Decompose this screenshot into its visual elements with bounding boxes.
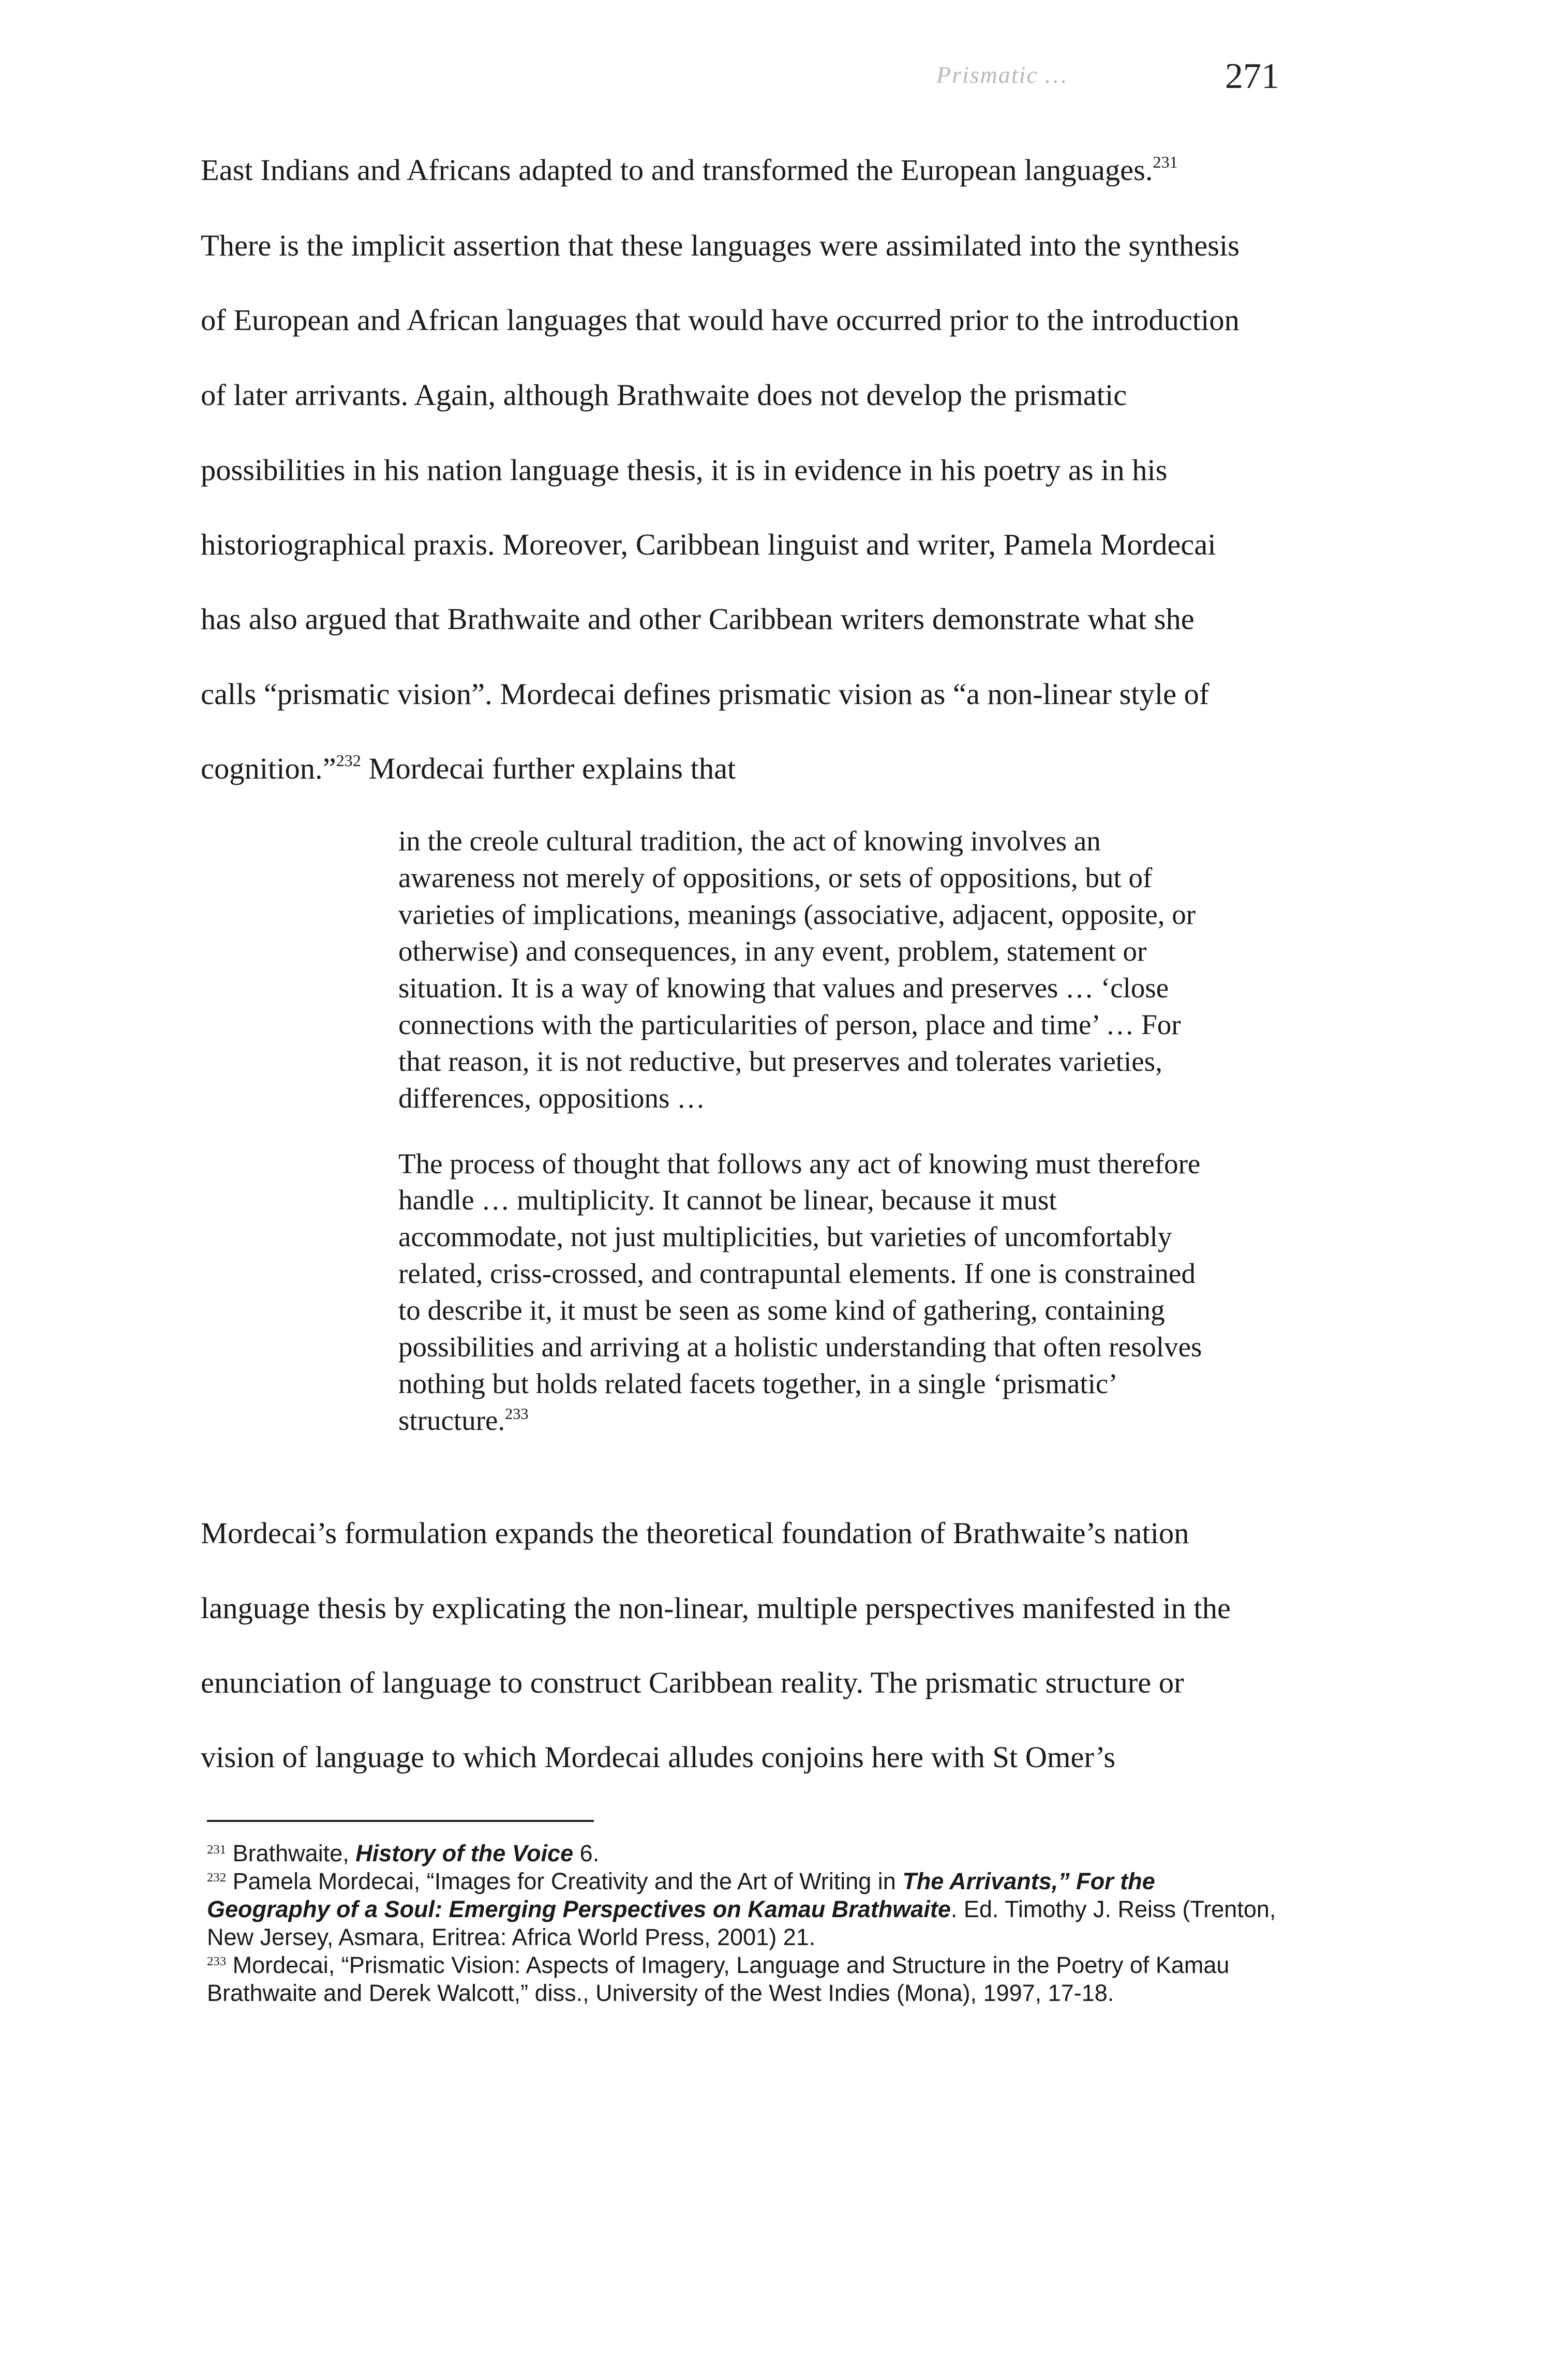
body-line: There is the implicit assertion that these languages were assimilated into the synthesis: [201, 229, 1240, 262]
footnote-ref: 233: [505, 1404, 529, 1423]
footnote-232: $^{232}$ Pamela Mordecai, “Images for Creativity and the Art of Writing in The Arrivants,” For the: [207, 1868, 1155, 1894]
body-line: enunciation of language to construct Caribbean reality. The prismatic structure or: [201, 1666, 1184, 1699]
footnote-ref: 232: [336, 751, 361, 770]
quote-line: The process of thought that follows any act of knowing must therefore: [398, 1148, 1201, 1179]
body-line: vision of language to which Mordecai alludes conjoins here with St Omer’s: [201, 1740, 1116, 1774]
quote-line: in the creole cultural tradition, the act of knowing involves an: [398, 825, 1101, 857]
body-line: language thesis by explicating the non-linear, multiple perspectives manifested in the: [201, 1591, 1231, 1625]
quote-line: situation. It is a way of knowing that values and preserves … ‘close: [398, 972, 1169, 1004]
quote-line: varieties of implications, meanings (associative, adjacent, opposite, or: [398, 899, 1196, 930]
quote-line: to describe it, it must be seen as some kind of gathering, containing: [398, 1294, 1165, 1326]
quote-line: handle … multiplicity. It cannot be linear, because it must: [398, 1184, 1057, 1216]
quote-line: that reason, it is not reductive, but preserves and tolerates varieties,: [398, 1045, 1162, 1077]
footnote-232-cont: Geography of a Soul: Emerging Perspectives on Kamau Brathwaite. Ed. Timothy J. Reiss (Trenton,: [207, 1896, 1276, 1922]
running-header: Prismatic …: [936, 62, 1068, 88]
footnote-separator: [207, 1820, 594, 1822]
footnote-232-cont: New Jersey, Asmara, Eritrea: Africa World Press, 2001) 21.: [207, 1924, 816, 1950]
quote-line: differences, oppositions …: [398, 1082, 706, 1114]
quote-line: accommodate, not just multiplicities, but varieties of uncomfortably: [398, 1221, 1172, 1252]
footnote-233: $^{233}$ Mordecai, “Prismatic Vision: Aspects of Imagery, Language and Structure in the Poetry of Kamau: [207, 1952, 1230, 1978]
body-line: of European and African languages that would have occurred prior to the introduction: [201, 303, 1240, 337]
quote-line: otherwise) and consequences, in any event, problem, statement or: [398, 935, 1147, 967]
quote-line: structure.$^{233}$: [398, 1404, 529, 1436]
body-line: East Indians and Africans adapted to and transformed the European languages.$^{231}$: [201, 152, 1178, 187]
page-number: 271: [1225, 56, 1279, 96]
body-line: historiographical praxis. Moreover, Caribbean linguist and writer, Pamela Mordecai: [201, 528, 1216, 561]
footnote-233-cont: Brathwaite and Derek Walcott,” diss., University of the West Indies (Mona), 1997, 17-18.: [207, 1980, 1114, 2006]
body-line: Mordecai’s formulation expands the theoretical foundation of Brathwaite’s nation: [201, 1516, 1189, 1550]
quote-line: nothing but holds related facets together, in a single ‘prismatic’: [398, 1368, 1118, 1399]
body-line: has also argued that Brathwaite and other Caribbean writers demonstrate what she: [201, 602, 1194, 636]
body-line: calls “prismatic vision”. Mordecai defines prismatic vision as “a non-linear style of: [201, 677, 1209, 711]
footnote-ref: 231: [1153, 152, 1178, 171]
quote-line: related, criss-crossed, and contrapuntal elements. If one is constrained: [398, 1258, 1196, 1289]
body-line: of later arrivants. Again, although Brathwaite does not develop the prismatic: [201, 378, 1127, 412]
quote-line: awareness not merely of oppositions, or sets of oppositions, but of: [398, 862, 1153, 893]
quote-line: possibilities and arriving at a holistic understanding that often resolves: [398, 1331, 1202, 1363]
footnote-231: $^{231}$ Brathwaite, History of the Voice 6.: [207, 1840, 600, 1866]
quote-line: connections with the particularities of person, place and time’ … For: [398, 1009, 1181, 1040]
body-line: possibilities in his nation language thesis, it is in evidence in his poetry as in his: [201, 453, 1168, 487]
body-line: cognition.”$^{232}$ Mordecai further explains that: [201, 751, 736, 785]
